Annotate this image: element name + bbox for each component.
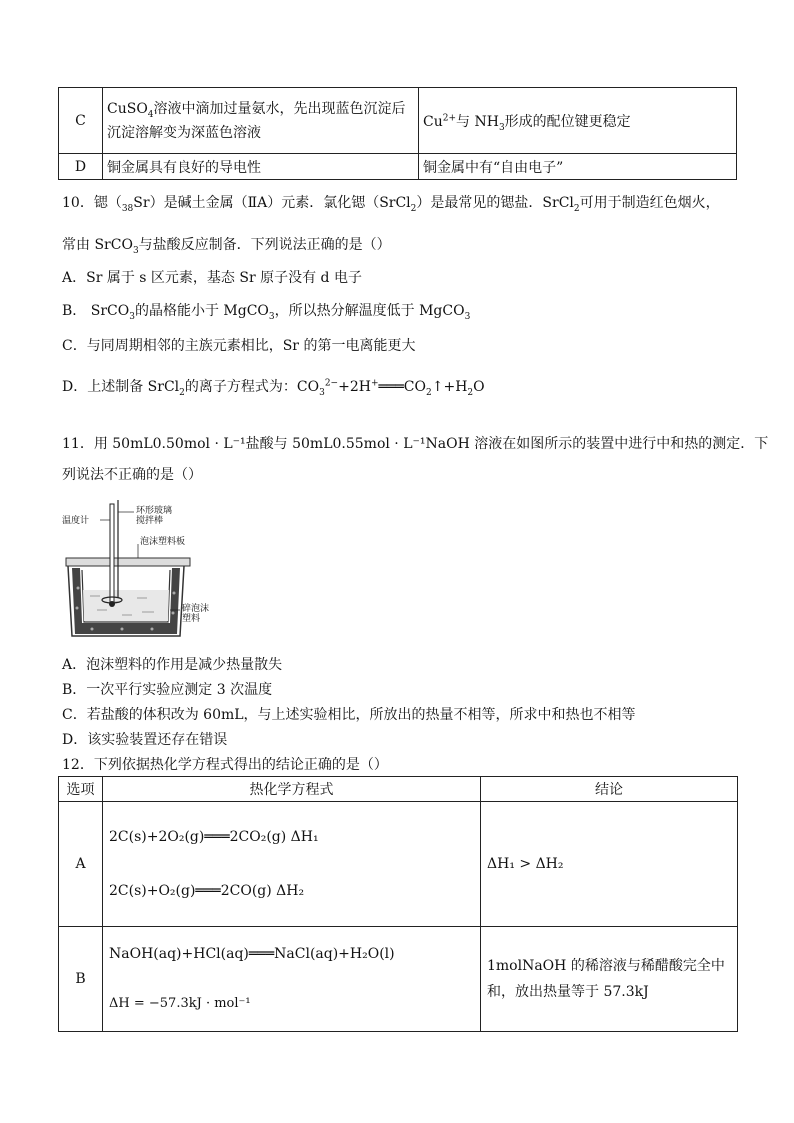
row-label: D: [59, 154, 103, 180]
table-header-row: [59, 777, 738, 802]
experiment-cell: CuSO$_4$溶液中滴加过量氨水，先出现蓝色沉淀后 沉淀溶解变为深蓝色溶液: [103, 88, 419, 154]
q11-option-c: C．若盐酸的体积改为 60mL，与上述实验相比，所放出的热量不相等，所求中和热也不相等: [62, 707, 636, 723]
experiment-text-line2: 沉淀溶解变为深蓝色溶液: [107, 124, 261, 141]
table-row: [59, 927, 738, 1032]
q10-option-d: D．上述制备 SrCl$_2$的离子方程式为：$CO_3^{2-}+2H^+═══CO_2↑+H_2O$: [62, 378, 485, 398]
header-option: 选项: [59, 777, 103, 802]
experiment-cell: 铜金属具有良好的导电性: [103, 154, 419, 180]
q11-option-a: A．泡沫塑料的作用是减少热量散失: [62, 657, 283, 673]
conclusion-cell: ΔH₁ > ΔH₂: [481, 802, 738, 927]
header-equation: 热化学方程式: [103, 777, 481, 802]
label-stirrer: 环形玻璃 搅拌棒: [136, 506, 173, 526]
q10-option-b: B． SrCO$_3$的晶格能小于 MgCO$_3$，所以热分解温度低于 MgCO$_3$: [62, 303, 471, 322]
label-foam-board: 泡沫塑料板: [140, 537, 186, 547]
q11-stem-line2: 列说法不正确的是（）: [62, 467, 202, 483]
equation-cell: NaOH(aq)+HCl(aq)═══NaCl(aq)+H₂O(l) ΔH = −57.3kJ · mol⁻¹: [103, 927, 481, 1032]
table-row: [59, 154, 737, 180]
options-table-continued: [58, 87, 737, 180]
label-thermometer: 温度计: [62, 516, 90, 526]
conclusion-cell: 1molNaOH 的稀溶液与稀醋酸完全中 和，放出热量等于 57.3kJ: [481, 927, 738, 1032]
q10-stem-line1: 10．锶$(_{38}Sr)$是碱土金属（ⅡA）元素．氯化锶（SrCl$_2$）是最常见的锶盐．SrCl$_2$可用于制造红色烟火，: [62, 195, 720, 214]
explanation-cell: $Cu^{2+}$与 $NH_3$形成的配位键更稳定: [419, 88, 737, 154]
row-label: A: [59, 802, 103, 927]
q11-option-b: B．一次平行实验应测定 3 次温度: [62, 682, 273, 698]
q11-stem-line1: 11．用 50mL0.50mol · L⁻¹盐酸与 50mL0.55mol · L⁻¹NaOH 溶液在如图所示的装置中进行中和热的测定．下: [62, 436, 769, 452]
table-row: [59, 802, 738, 927]
row-label: B: [59, 927, 103, 1032]
equation-cell: 2C(s)+2O₂(g)═══2CO₂(g) ΔH₁ 2C(s)+O₂(g)═══2CO(g) ΔH₂: [103, 802, 481, 927]
label-foam-pieces: 碎泡沫 塑料: [182, 604, 210, 624]
q11-option-d: D．该实验装置还存在错误: [62, 732, 228, 748]
q10-option-c: C．与同周期相邻的主族元素相比，Sr 的第一电离能更大: [62, 338, 416, 354]
q10-option-a: A．Sr 属于 s 区元素，基态 Sr 原子没有 d 电子: [62, 270, 362, 286]
q10-stem-line2: 常由 SrCO$_3$与盐酸反应制备．下列说法正确的是（）: [62, 237, 391, 256]
table-row: [59, 88, 737, 154]
q12-stem: 12．下列依据热化学方程式得出的结论正确的是（）: [62, 757, 388, 773]
header-conclusion: 结论: [481, 777, 738, 802]
row-label: C: [59, 88, 103, 154]
explanation-cell: 铜金属中有“自由电子”: [419, 154, 737, 180]
q12-table: [58, 776, 738, 1032]
